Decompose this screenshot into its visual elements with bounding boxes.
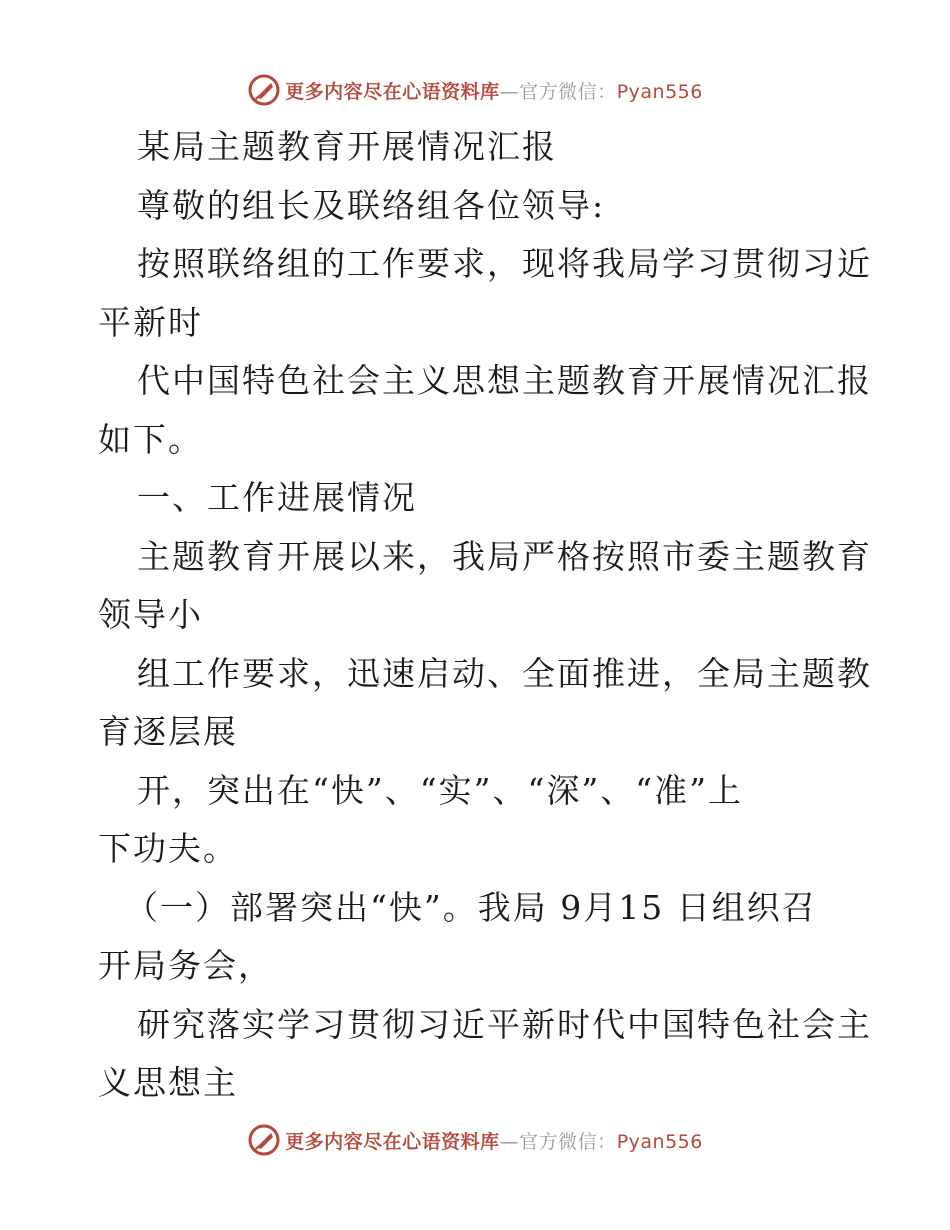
paragraph-line: 开局务会， <box>98 946 273 985</box>
section-heading: 一、工作进展情况 <box>137 478 417 517</box>
salutation: 尊敬的组长及联络组各位领导: <box>137 186 606 225</box>
paragraph-line: 代中国特色社会主义思想主题教育开展情况汇报 <box>137 361 872 400</box>
watermark-brand: 更多内容尽在心语资料库 <box>285 1130 500 1153</box>
paragraph-line: 开，突出在“快”、“实”、“深”、“准”上 <box>137 771 743 810</box>
watermark-wechat-id: Pyan556 <box>616 1130 703 1153</box>
paragraph-line: 领导小 <box>98 595 203 634</box>
watermark-wechat-id: Pyan556 <box>616 80 703 103</box>
watermark-separator: — <box>499 1130 520 1153</box>
document-title: 某局主题教育开展情况汇报 <box>137 127 557 166</box>
paragraph-line: 育逐层展 <box>98 712 238 751</box>
paragraph-line: 平新时 <box>98 303 203 342</box>
paragraph-line: 主题教育开展以来，我局严格按照市委主题教育 <box>137 537 872 576</box>
quill-logo-icon <box>247 1123 281 1157</box>
paragraph-line: 研究落实学习贯彻习近平新时代中国特色社会主 <box>137 1005 872 1044</box>
subsection-heading: （一）部署突出“快”。我局 9月15 日组织召 <box>125 888 817 927</box>
watermark-brand: 更多内容尽在心语资料库 <box>285 80 500 103</box>
footer-watermark <box>0 1120 950 1160</box>
paragraph-line: 下功夫。 <box>98 829 238 868</box>
paragraph-line: 组工作要求，迅速启动、全面推进，全局主题教 <box>137 654 872 693</box>
watermark-official-label: 官方微信： <box>519 1130 617 1153</box>
paragraph-line: 义思想主 <box>98 1063 238 1102</box>
header-watermark <box>0 70 950 110</box>
paragraph-line: 按照联络组的工作要求，现将我局学习贯彻习近 <box>137 244 872 283</box>
quill-logo-icon <box>247 73 281 107</box>
paragraph-line: 如下。 <box>98 420 203 459</box>
watermark-separator: — <box>499 80 520 103</box>
watermark-official-label: 官方微信： <box>519 80 617 103</box>
